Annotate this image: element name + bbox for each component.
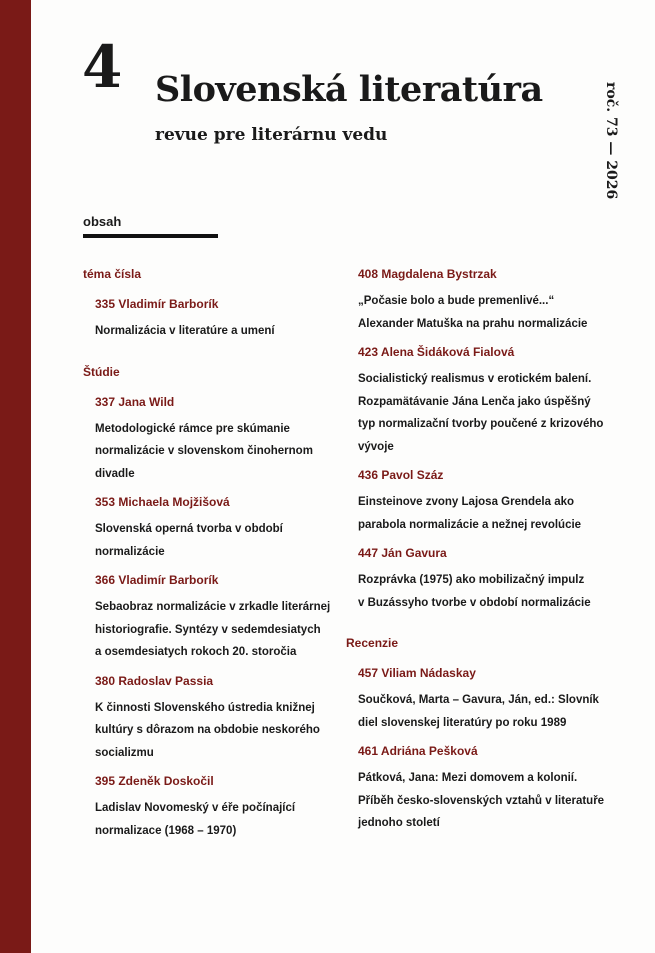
- toc-entry: [95, 572, 353, 667]
- section-heading: Štúdie: [83, 364, 120, 379]
- toc-entry-title-line: Pátková, Jana: Mezi domovem a kolonií.: [358, 772, 578, 784]
- contents-rule: [83, 234, 218, 238]
- toc-entry-title-line: Metodologické rámce pre skúmanie: [95, 422, 290, 435]
- toc-entry-title-line: socializmu: [95, 746, 154, 759]
- toc-entry-author: 337 Jana Wild: [95, 394, 175, 409]
- toc-entry-title-line: Součková, Marta – Gavura, Ján, ed.: Slovník: [358, 694, 599, 706]
- toc-entry-author: 335 Vladimír Barborík: [95, 297, 219, 311]
- toc-entry-title-line: Ladislav Novomeský v éře počínající: [95, 802, 296, 814]
- toc-entry-author: 408 Magdalena Bystrzak: [358, 267, 497, 281]
- contents-column-left: [83, 266, 353, 851]
- toc-entry-title-line: divadle: [95, 467, 135, 480]
- toc-entry: [358, 266, 636, 338]
- toc-entry-title-line: parabola normalizácie a nežnej revolúcie: [358, 518, 582, 531]
- contents-column-right: [346, 266, 636, 844]
- section-heading: téma čísla: [83, 267, 142, 281]
- toc-entry-title-line: historiografie. Syntézy v sedemdesiatych: [95, 623, 321, 636]
- toc-entry: [95, 773, 353, 845]
- toc-entry: [95, 494, 353, 566]
- toc-entry-title-line: K činnosti Slovenského ústredia knižnej: [95, 701, 315, 714]
- toc-entry-title-line: jednoho století: [358, 817, 440, 829]
- toc-entry-author: 423 Alena Šidáková Fialová: [358, 345, 515, 359]
- toc-entry-title-line: normalizace (1968 – 1970): [95, 824, 237, 837]
- toc-entry-title-line: normalizácie: [95, 545, 165, 558]
- journal-title: Slovenská literatúra: [155, 69, 543, 110]
- toc-entry-title-line: diel slovenskej literatúry po roku 1989: [358, 716, 567, 729]
- toc-entry-title-line: v Buzássyho tvorbe v období normalizácie: [358, 596, 591, 609]
- toc-entry-author: 461 Adriána Pešková: [358, 744, 478, 758]
- toc-entry-title-line: Slovenská operná tvorba v období: [95, 523, 283, 535]
- toc-entry: [358, 743, 636, 838]
- toc-entry: [358, 467, 636, 539]
- toc-entry-title-line: a osemdesiatych rokoch 20. storočia: [95, 646, 297, 658]
- toc-entry-author: 436 Pavol Száz: [358, 468, 444, 482]
- toc-entry-title-line: normalizácie v slovenskom činohernom: [95, 445, 313, 457]
- spine-bar: [0, 0, 31, 953]
- toc-entry-title-line: Příběh česko-slovenských vztahů v literatuře: [358, 794, 605, 807]
- toc-entry-author: 380 Radoslav Passia: [95, 673, 214, 688]
- toc-entry-title-line: typ normalizační tvorby poučené z krizového: [358, 418, 604, 430]
- toc-entry-author: 447 Ján Gavura: [358, 546, 447, 560]
- toc-entry: [358, 545, 636, 617]
- issue-number: 4: [82, 33, 123, 101]
- toc-entry-title-line: Socialistický realismus v erotickém balení.: [358, 373, 592, 385]
- toc-entry-title-line: Normalizácia v literatúre a umení: [95, 325, 275, 337]
- toc-entry-title-line: Rozpamätávanie Jána Lenča jako úspěšný: [358, 395, 591, 408]
- contents-label: obsah: [83, 214, 122, 229]
- toc-entry-author: 395 Zdeněk Doskočil: [95, 774, 214, 788]
- journal-subtitle: revue pre literárnu vedu: [155, 125, 388, 145]
- toc-entry-title-line: kultúry s dôrazom na obdobie neskorého: [95, 724, 320, 736]
- toc-entry: [358, 665, 636, 737]
- volume-year: roč. 73 — 2026: [603, 82, 619, 200]
- toc-entry-title-line: Sebaobraz normalizácie v zrkadle literárnej: [95, 601, 331, 613]
- toc-entry: [95, 394, 353, 489]
- toc-entry: [358, 344, 636, 461]
- toc-entry-title-line: Rozprávka (1975) ako mobilizačný impulz: [358, 574, 585, 586]
- toc-entry: [95, 296, 353, 346]
- toc-entry-title-line: „Počasie bolo a bude premenlivé...“: [358, 295, 555, 307]
- toc-entry-title-line: Einsteinove zvony Lajosa Grendela ako: [358, 496, 575, 508]
- section-heading: Recenzie: [346, 636, 399, 650]
- toc-entry-author: 353 Michaela Mojžišová: [95, 495, 230, 509]
- toc-entry-title-line: vývoje: [358, 440, 394, 453]
- toc-entry-author: 366 Vladimír Barborík: [95, 573, 219, 587]
- toc-entry-title-line: Alexander Matuška na prahu normalizácie: [358, 317, 588, 330]
- toc-entry-author: 457 Viliam Nádaskay: [358, 666, 476, 680]
- toc-entry: [95, 673, 353, 768]
